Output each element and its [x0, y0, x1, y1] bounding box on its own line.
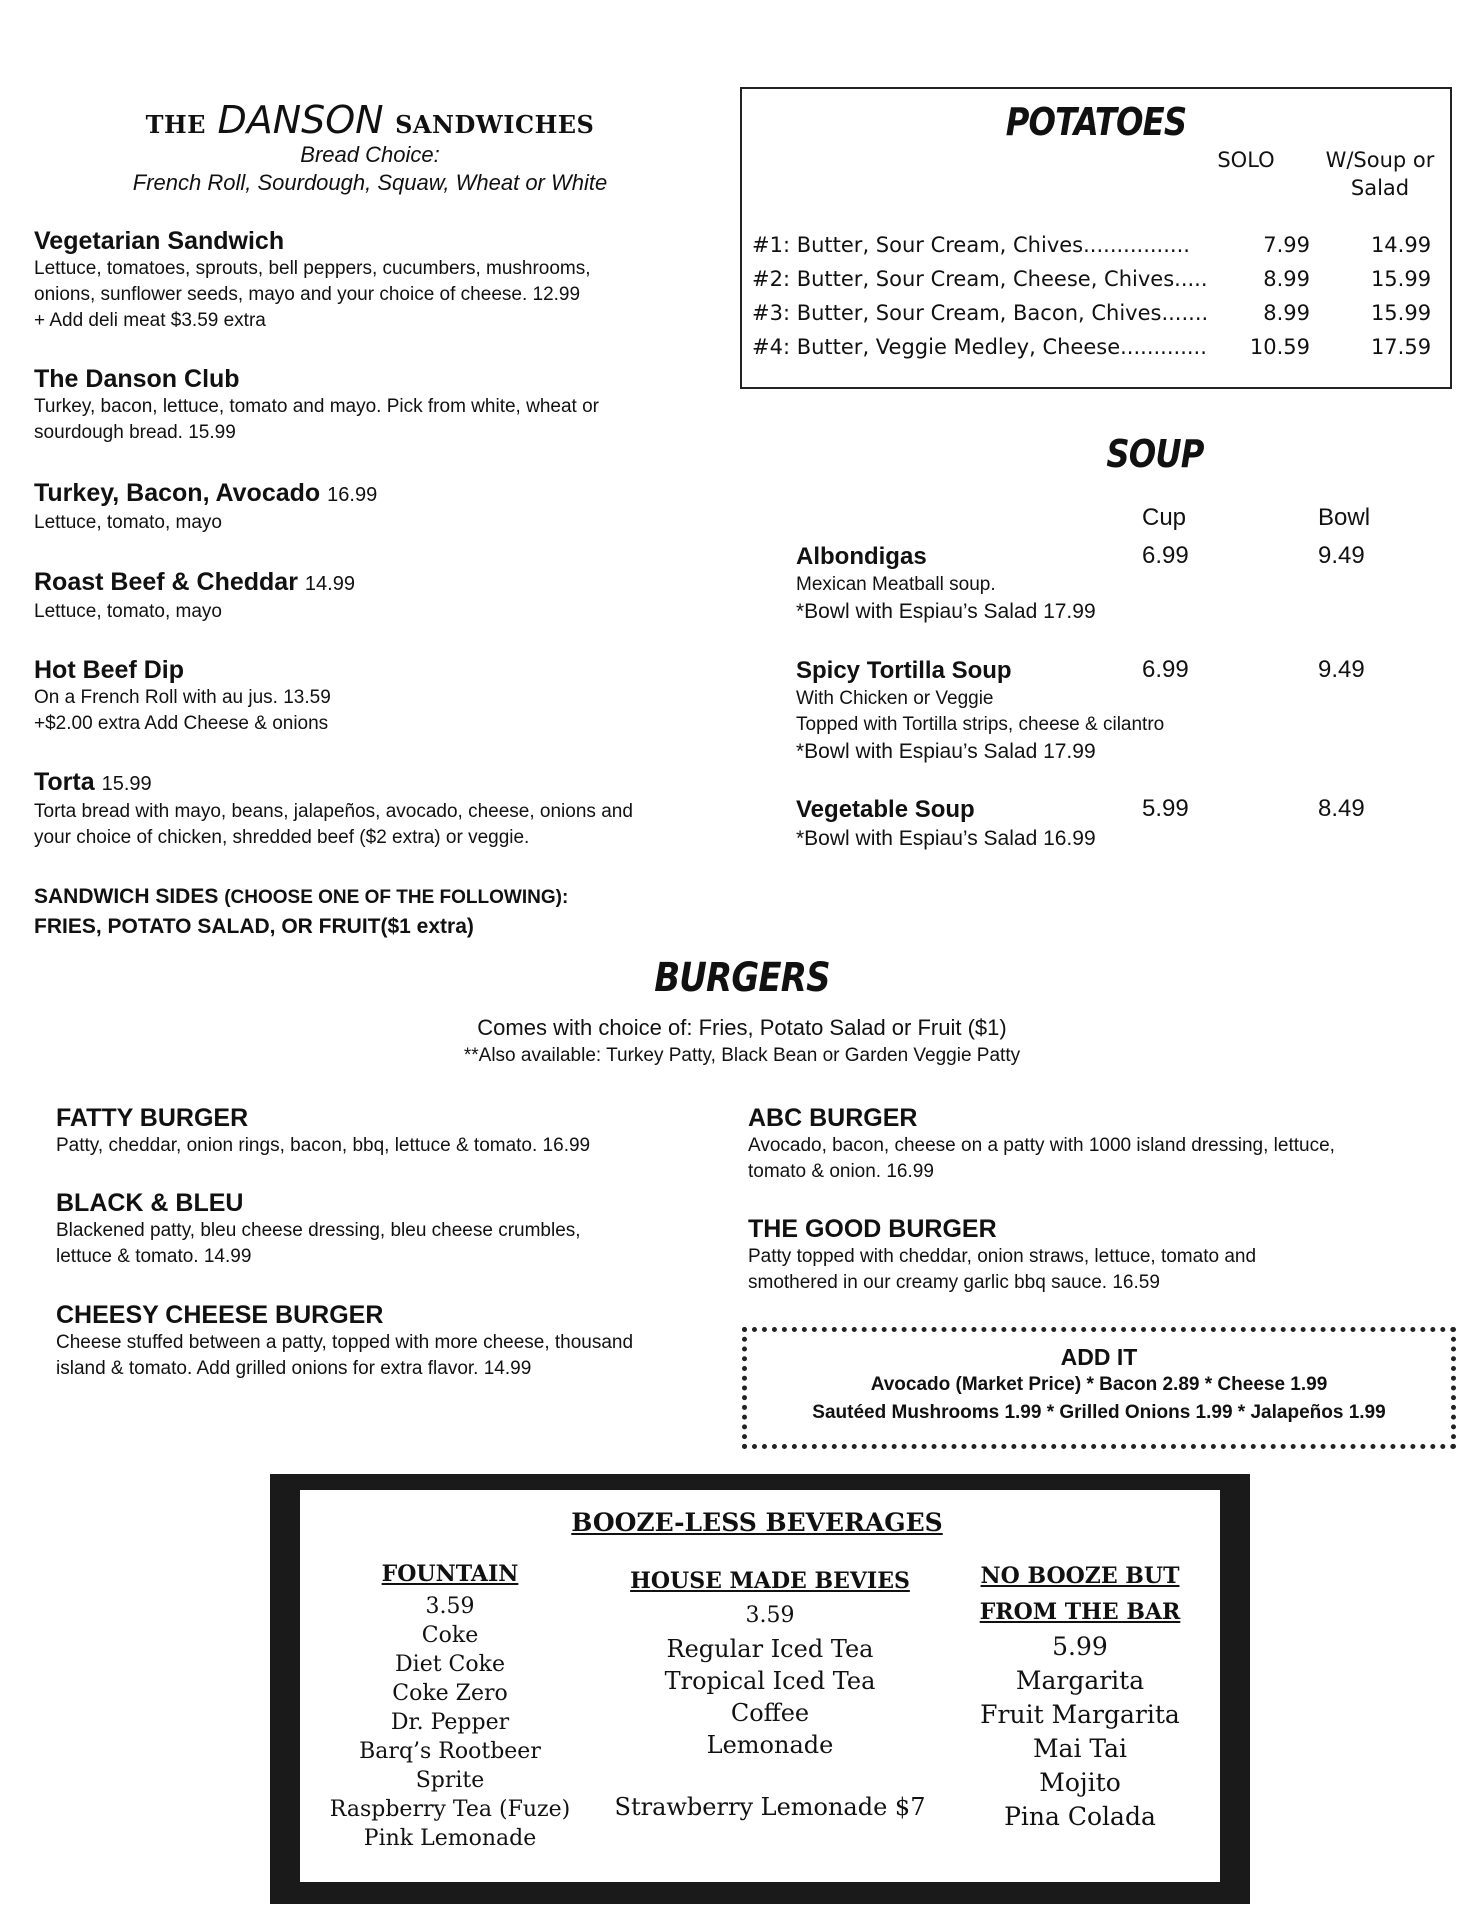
burger-item [56, 1188, 736, 1270]
sandwich-price: 15.99 [101, 773, 152, 795]
add-it-line: Avocado (Market Price) * Bacon 2.89 * Cheese 1.99 [870, 1374, 1328, 1395]
house-price: 3.59 [745, 1603, 795, 1628]
bread-choice-options: French Roll, Sourdough, Squaw, Wheat or White [132, 170, 608, 195]
potato-combo-price: 17.59 [1370, 335, 1432, 359]
burger-item [56, 1300, 746, 1382]
soup-desc: With Chicken or Veggie [796, 688, 994, 709]
burger-desc: Avocado, bacon, cheese on a patty with 1000 island dressing, lettuce, [748, 1135, 1335, 1156]
potato-solo-price: 8.99 [1263, 301, 1310, 325]
potato-desc: #1: Butter, Sour Cream, Chives................ [752, 233, 1190, 257]
potato-desc: #3: Butter, Sour Cream, Bacon, Chives....... [752, 301, 1209, 325]
burger-name: FATTY BURGER [56, 1104, 249, 1132]
burger-name: ABC BURGER [748, 1104, 918, 1132]
add-it-line: Sautéed Mushrooms 1.99 * Grilled Onions 1.99 * Jalapeños 1.99 [812, 1402, 1386, 1423]
sandwich-price: 14.99 [304, 573, 355, 595]
potatoes-col-combo-2: Salad [1350, 176, 1410, 200]
soup-item [796, 656, 1446, 766]
bar-head: NO BOOZE BUT [980, 1563, 1180, 1589]
potato-desc: #4: Butter, Veggie Medley, Cheese............. [752, 335, 1207, 359]
fountain-price: 3.59 [425, 1594, 475, 1619]
sandwich-desc: +$2.00 extra Add Cheese & onions [34, 713, 329, 734]
soup-desc: Mexican Meatball soup. [796, 574, 996, 595]
potato-combo-price: 14.99 [1370, 233, 1432, 257]
sides-options: FRIES, POTATO SALAD, OR FRUIT($1 extra) [34, 915, 474, 938]
soup-cup-price: 6.99 [1142, 656, 1189, 683]
potatoes-col-solo: SOLO [1217, 148, 1275, 172]
beverage-item: Mai Tai [1032, 1734, 1128, 1763]
sandwich-name: Torta [34, 768, 95, 796]
sandwich-sides [34, 882, 568, 941]
soup-salad-combo: *Bowl with Espiau’s Salad 16.99 [796, 827, 1096, 850]
burger-item [748, 1103, 1458, 1185]
beverage-item: Coffee [730, 1699, 810, 1727]
beverage-item: Fruit Margarita [980, 1700, 1180, 1729]
potato-row [752, 267, 1442, 301]
sandwich-desc: Lettuce, tomato, mayo [34, 601, 222, 622]
beverage-item: Barq’s Rootbeer [359, 1739, 541, 1764]
sandwich-name: Roast Beef & Cheddar [34, 568, 298, 596]
potato-solo-price: 10.59 [1249, 335, 1310, 359]
soup-bowl-price: 8.49 [1318, 795, 1365, 822]
soup-col-bowl: Bowl [1318, 504, 1371, 531]
burger-desc: tomato & onion. 16.99 [748, 1161, 934, 1182]
beverage-item: Pink Lemonade [363, 1826, 537, 1851]
bread-choice-label: Bread Choice: [300, 142, 440, 167]
burger-name: CHEESY CHEESE BURGER [56, 1301, 384, 1329]
soup-cup-price: 6.99 [1142, 542, 1189, 569]
burger-desc: Patty topped with cheddar, onion straws, lettuce, tomato and [748, 1246, 1257, 1267]
burgers-subtitle: Comes with choice of: Fries, Potato Salad or Fruit ($1) [477, 1015, 1007, 1040]
burger-desc: Cheese stuffed between a patty, topped with more cheese, thousand [56, 1332, 634, 1353]
sandwich-desc: Torta bread with mayo, beans, jalapeños, avocado, cheese, onions and [34, 801, 633, 822]
fountain-head: FOUNTAIN [381, 1561, 519, 1587]
house-head: HOUSE MADE BEVIES [630, 1568, 910, 1594]
soup-cup-price: 5.99 [1142, 795, 1189, 822]
soup-col-cup: Cup [1142, 504, 1187, 531]
beverage-item: Mojito [1039, 1768, 1121, 1797]
beverages-title: BOOZE-LESS BEVERAGES [571, 1508, 943, 1537]
potatoes-title: POTATOES [1005, 100, 1187, 144]
bar-head: FROM THE BAR [979, 1599, 1181, 1625]
soup-bowl-price: 9.49 [1318, 542, 1365, 569]
soup-item [796, 795, 1446, 853]
sandwich-desc: On a French Roll with au jus. 13.59 [34, 687, 331, 708]
beverage-item: Diet Coke [395, 1652, 505, 1677]
potato-combo-price: 15.99 [1370, 301, 1432, 325]
burger-name: THE GOOD BURGER [748, 1215, 997, 1243]
burger-name: BLACK & BLEU [56, 1189, 244, 1217]
soup-name: Albondigas [796, 543, 927, 570]
sandwich-name: The Danson Club [34, 365, 240, 393]
sandwich-item [34, 364, 734, 446]
burger-desc: smothered in our creamy garlic bbq sauce. 16.59 [748, 1272, 1160, 1293]
sandwich-desc: Lettuce, tomatoes, sprouts, bell peppers, cucumbers, mushrooms, [34, 258, 591, 279]
fountain-column [310, 1556, 590, 1853]
beverage-item: Strawberry Lemonade $7 [614, 1793, 926, 1821]
soup-title: SOUP [1106, 432, 1204, 476]
bar-column [950, 1558, 1210, 1834]
add-it-title: ADD IT [1060, 1344, 1138, 1370]
beverage-item: Margarita [1015, 1666, 1145, 1695]
sandwich-item [34, 226, 734, 334]
sandwich-name: Hot Beef Dip [34, 656, 184, 684]
soup-item [796, 542, 1446, 626]
burger-item [56, 1103, 736, 1159]
potato-combo-price: 15.99 [1370, 267, 1432, 291]
potato-solo-price: 8.99 [1263, 267, 1310, 291]
burger-desc: Blackened patty, bleu cheese dressing, bleu cheese crumbles, [56, 1220, 581, 1241]
sandwich-item [34, 655, 734, 737]
add-it-box [742, 1327, 1456, 1449]
potato-desc: #2: Butter, Sour Cream, Cheese, Chives..... [752, 267, 1208, 291]
potatoes-col-combo-1: W/Soup or [1325, 148, 1435, 172]
sandwich-item [34, 767, 734, 851]
beverage-item: Lemonade [706, 1731, 834, 1759]
sandwich-item [34, 567, 734, 625]
sandwich-desc: your choice of chicken, shredded beef ($2 extra) or veggie. [34, 827, 530, 848]
soup-name: Vegetable Soup [796, 796, 975, 823]
sandwich-desc: onions, sunflower seeds, mayo and your choice of cheese. 12.99 [34, 284, 581, 305]
sandwich-desc: + Add deli meat $3.59 extra [34, 310, 266, 331]
beverage-item: Sprite [415, 1768, 485, 1793]
bar-price: 5.99 [1052, 1632, 1108, 1661]
beverage-item: Coke [421, 1623, 479, 1648]
sandwiches-title-prefix: THE [145, 110, 206, 139]
burger-desc: Patty, cheddar, onion rings, bacon, bbq, lettuce & tomato. 16.99 [56, 1135, 591, 1156]
sandwich-desc: Turkey, bacon, lettuce, tomato and mayo. Pick from white, wheat or [34, 396, 599, 417]
burger-desc: lettuce & tomato. 14.99 [56, 1246, 252, 1267]
sandwich-price: 16.99 [327, 484, 378, 506]
sandwich-name: Vegetarian Sandwich [34, 227, 285, 255]
sides-note: (CHOOSE ONE OF THE FOLLOWING): [224, 887, 569, 908]
beverage-item: Regular Iced Tea [666, 1635, 874, 1663]
potato-row [752, 335, 1442, 369]
beverage-item: Pina Colada [1004, 1802, 1156, 1831]
soup-name: Spicy Tortilla Soup [796, 657, 1012, 684]
soup-desc: Topped with Tortilla strips, cheese & cilantro [796, 714, 1165, 735]
burgers-title: BURGERS [654, 955, 830, 1001]
sandwich-item [34, 478, 734, 536]
sandwich-name: Turkey, Bacon, Avocado [34, 479, 321, 507]
potato-row [752, 233, 1442, 267]
beverage-item: Tropical Iced Tea [664, 1667, 876, 1695]
sandwiches-title [0, 98, 740, 142]
burgers-also-available: **Also available: Turkey Patty, Black Bean or Garden Veggie Patty [463, 1045, 1021, 1066]
beverage-item: Raspberry Tea (Fuze) [329, 1797, 571, 1822]
soup-bowl-price: 9.49 [1318, 656, 1365, 683]
burger-item [748, 1214, 1458, 1296]
sandwich-desc: Lettuce, tomato, mayo [34, 512, 222, 533]
potato-row [752, 301, 1442, 335]
house-column [590, 1563, 950, 1823]
beverage-item: Coke Zero [392, 1681, 508, 1706]
soup-salad-combo: *Bowl with Espiau’s Salad 17.99 [796, 600, 1096, 623]
sides-label: SANDWICH SIDES [34, 885, 219, 908]
sandwich-desc: sourdough bread. 15.99 [34, 422, 236, 443]
soup-salad-combo: *Bowl with Espiau’s Salad 17.99 [796, 740, 1096, 763]
burger-desc: island & tomato. Add grilled onions for extra flavor. 14.99 [56, 1358, 532, 1379]
sandwiches-title-name: DANSON [217, 98, 384, 142]
potato-solo-price: 7.99 [1263, 233, 1310, 257]
beverage-item: Dr. Pepper [390, 1710, 510, 1735]
sandwiches-title-suffix: SANDWICHES [395, 110, 595, 139]
